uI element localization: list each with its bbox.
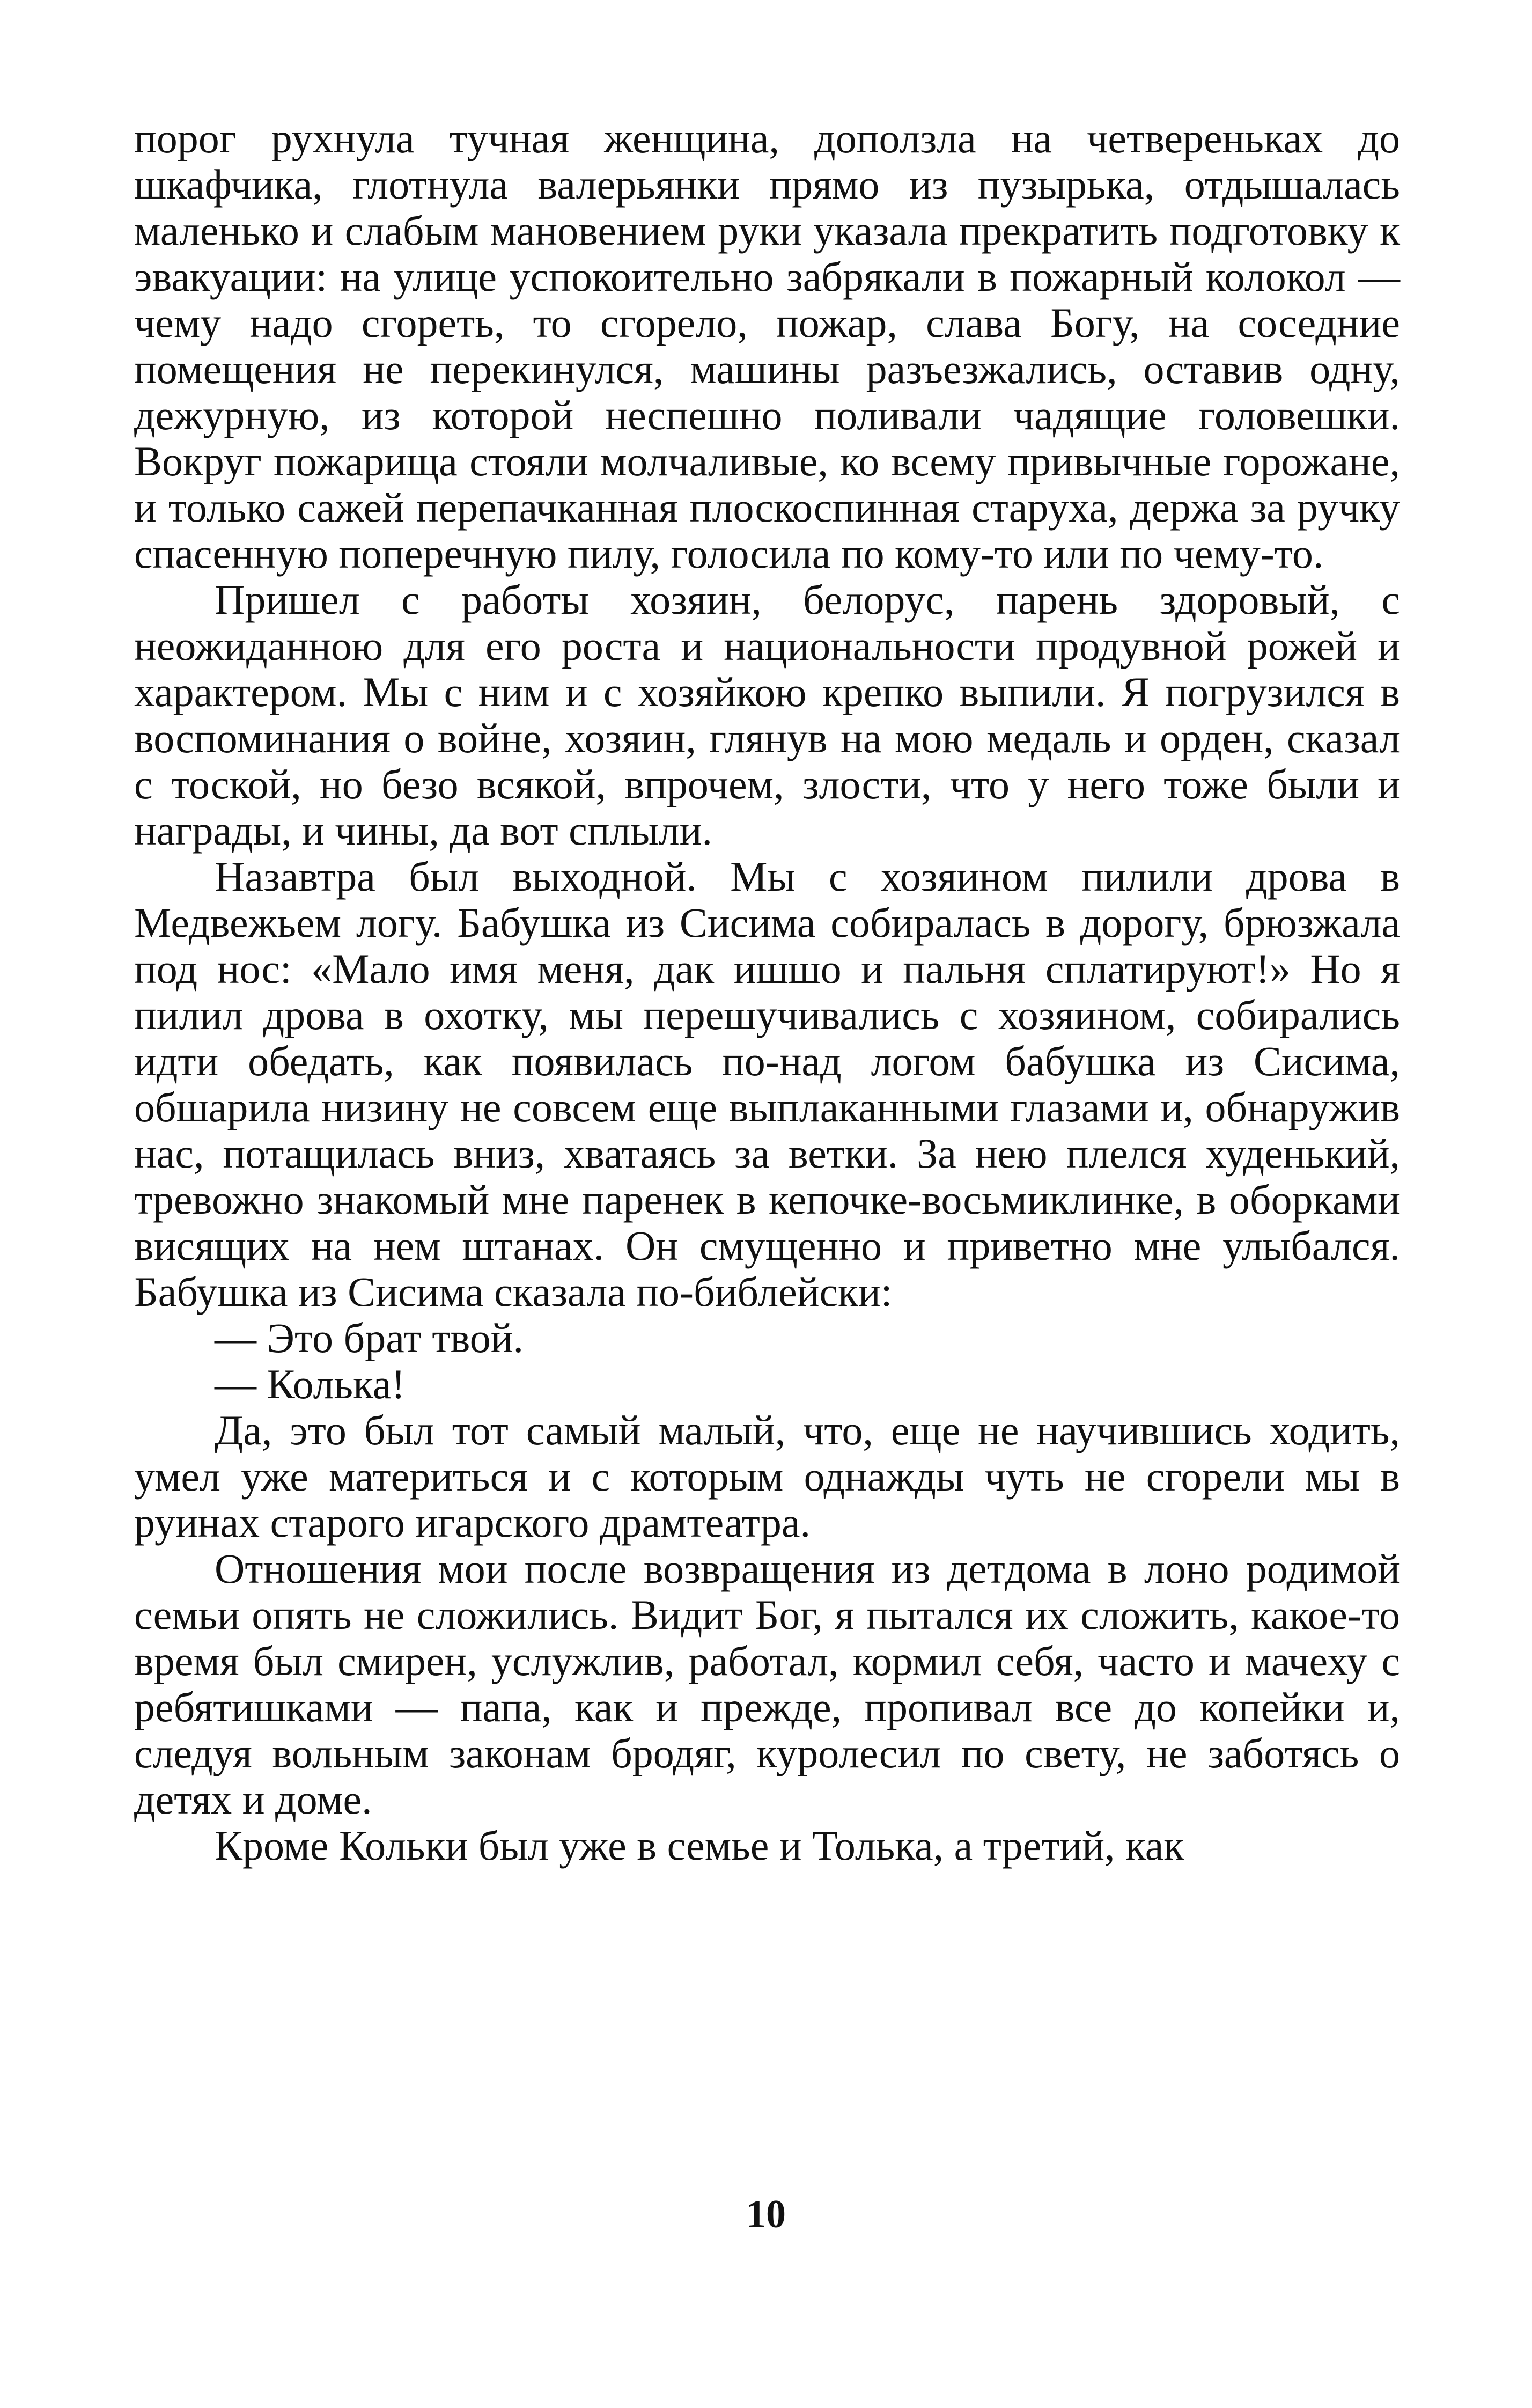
paragraph-4: Да, это был тот самый малый, что, еще не научившись ходить, умел уже материться и с которым однажды чуть не сгорели мы в руинах старого игарского драмтеатра. xyxy=(134,1407,1400,1546)
dialogue-line-1: — Это брат твой. xyxy=(215,1315,524,1361)
paragraph-2: Пришел с работы хозяин, белорус, парень здоровый, с неожиданною для его роста и национальности продувной рожей и характером. Мы с ним и с хозяйкою крепко выпили. Я погрузился в воспоминания о войне, хозяин, глянув на мою медаль и орден, сказал с тоской, но безо всякой, впрочем, злости, что у него тоже были и награды, и чины, да вот сплыли. xyxy=(134,576,1400,854)
page-number: 10 xyxy=(746,2192,786,2236)
paragraph-5: Отношения мои после возвращения из детдома в лоно родимой семьи опять не сложились. Видит Бог, я пытался их сложить, какое-то время был смирен, услужлив, работал, кормил себя, часто и мачеху с ребятишками — папа, как и прежде, пропивал все до копейки и, следуя вольным законам бродяг, куролесил по свету, не заботясь о детях и доме. xyxy=(134,1545,1400,1823)
paragraph-6: Кроме Кольки был уже в семье и Толька, а третий, как xyxy=(215,1822,1184,1869)
paragraph-1: порог рухнула тучная женщина, доползла на четвереньках до шкафчика, глотнула валерьянки прямо из пузырька, отдышалась маленько и слабым мановением руки указала прекратить подготовку к эвакуации: на улице успокоительно забрякали в пожарный колокол — чему надо сгореть, то сгорело, пожар, слава Богу, на соседние помещения не перекинулся, машины разъезжались, оставив одну, дежурную, из которой неспешно поливали чадящие головешки. Вокруг пожарища стояли молчаливые, ко всему привычные горожане, и только сажей перепачканная плоскоспинная старуха, держа за ручку спасенную поперечную пилу, голосила по кому-то или по чему-то. xyxy=(134,115,1400,577)
page-body xyxy=(134,115,1400,1869)
paragraph-3: Назавтра был выходной. Мы с хозяином пилили дрова в Медвежьем логу. Бабушка из Сисима собиралась в дорогу, брюзжала под нос: «Мало имя меня, дак ишшо и пальня сплатируют!» Но я пилил дрова в охотку, мы перешучивались с хозяином, собирались идти обедать, как появилась по-над логом бабушка из Сисима, обшарила низину не совсем еще выплаканными глазами и, обнаружив нас, потащилась вниз, хватаясь за ветки. За нею плелся худенький, тревожно знакомый мне паренек в кепочке-восьмиклинке, в оборками висящих на нем штанах. Он смущенно и приветно мне улыбался. Бабушка из Сисима сказала по-библейски: xyxy=(134,853,1400,1315)
dialogue-line-2: — Колька! xyxy=(215,1361,406,1407)
